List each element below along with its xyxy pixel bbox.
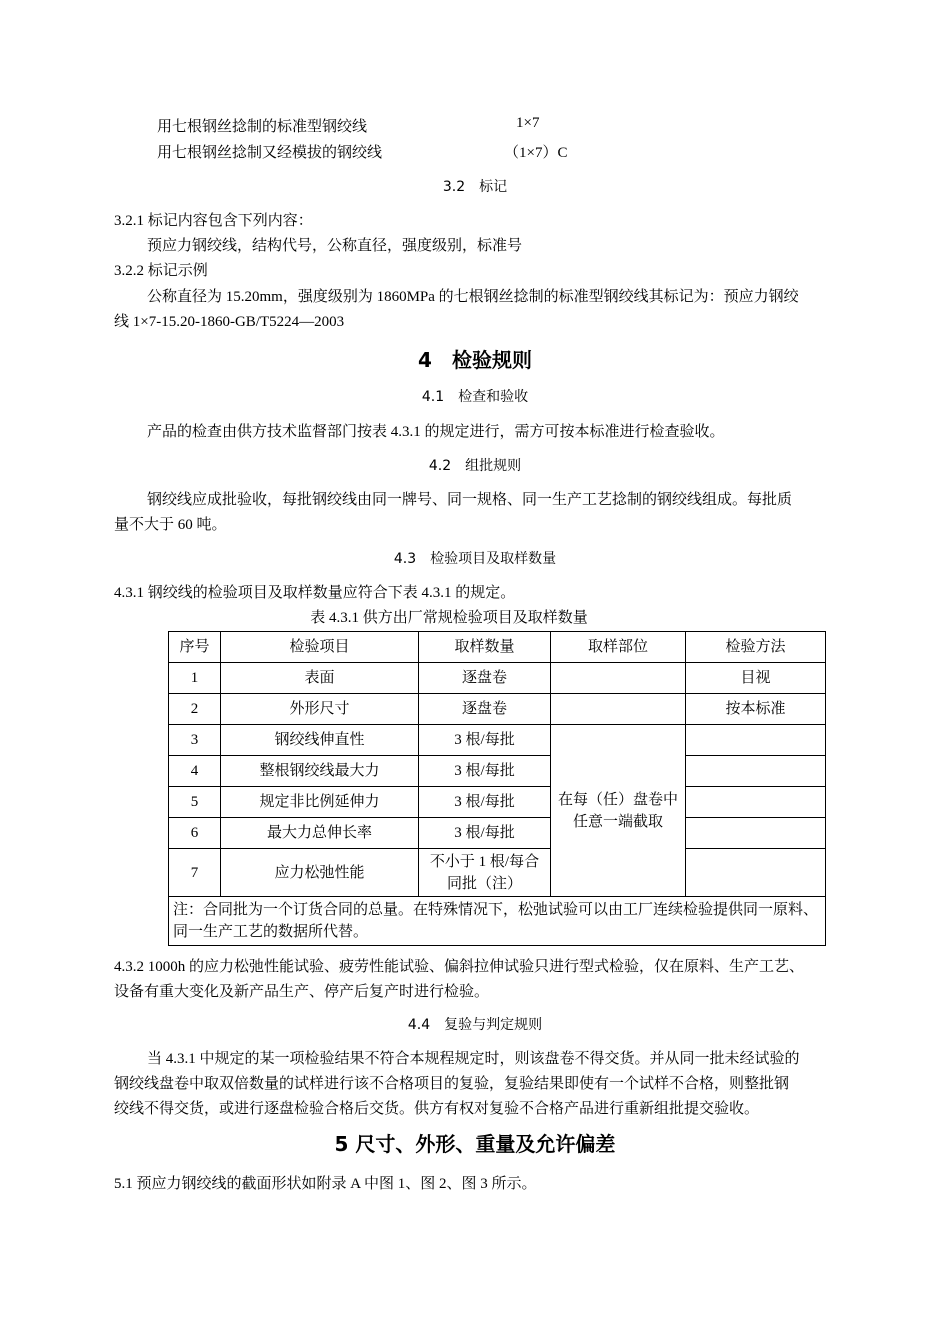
section-4-1-heading: 4.1 检查和验收 bbox=[421, 389, 529, 405]
section-4-2-body-1: 钢绞线应成批验收，每批钢绞线由同一牌号、同一规格、同一生产工艺捻制的钢绞线组成。每批质 bbox=[147, 492, 793, 508]
type-name-2: 用七根钢丝捻制又经模拔的钢绞线 bbox=[157, 145, 383, 161]
location-merged-text: 在每（任）盘卷中任意一端截取 bbox=[557, 791, 678, 830]
cell-quantity: 3 根/每批 bbox=[419, 787, 551, 818]
chapter-4-title: 4 检验规则 bbox=[418, 348, 532, 372]
table-note-row bbox=[169, 897, 826, 946]
chapter-5-title: 5 尺寸、外形、重量及允许偏差 bbox=[334, 1132, 616, 1156]
clause-3-2-1: 3.2.1 标记内容包含下列内容： bbox=[114, 213, 313, 229]
table-row bbox=[169, 818, 826, 849]
table-row bbox=[169, 663, 826, 694]
table-note: 注：合同批为一个订货合同的总量。在特殊情况下，松弛试验可以由工厂连续检验提供同一原料、同一生产工艺的数据所代替。 bbox=[169, 897, 826, 946]
clause-3-2-1-body: 预应力钢绞线，结构代号，公称直径，强度级别，标准号 bbox=[147, 238, 523, 254]
header-item: 检验项目 bbox=[221, 632, 419, 663]
cell-item: 整根钢绞线最大力 bbox=[221, 756, 419, 787]
type-code-2: （1×7）C bbox=[504, 145, 568, 161]
section-4-2-heading: 4.2 组批规则 bbox=[428, 458, 522, 474]
section-4-4-body-2: 钢绞线盘卷中取双倍数量的试样进行该不合格项目的复验，复验结果即使有一个试样不合格，则整批钢 bbox=[114, 1076, 790, 1092]
section-4-2-body-2: 量不大于 60 吨。 bbox=[114, 517, 227, 533]
clause-3-2-2-body-2: 线 1×7-15.20-1860-GB/T5224—2003 bbox=[114, 314, 345, 330]
clause-3-2-2-body-1: 公称直径为 15.20mm，强度级别为 1860MPa 的七根钢丝捻制的标准型钢绞线其标记为：预应力钢绞 bbox=[147, 289, 799, 305]
cell-quantity: 3 根/每批 bbox=[419, 818, 551, 849]
cell-method bbox=[686, 725, 826, 756]
cell-no: 1 bbox=[169, 663, 221, 694]
cell-method: 按本标准 bbox=[686, 694, 826, 725]
cell-item: 最大力总伸长率 bbox=[221, 818, 419, 849]
cell-item: 规定非比例延伸力 bbox=[221, 787, 419, 818]
header-quantity: 取样数量 bbox=[419, 632, 551, 663]
section-4-4-heading: 4.4 复验与判定规则 bbox=[407, 1017, 543, 1033]
table-row bbox=[169, 849, 826, 897]
cell-method bbox=[686, 756, 826, 787]
inspection-table bbox=[168, 631, 826, 946]
cell-method bbox=[686, 818, 826, 849]
cell-quantity: 逐盘卷 bbox=[419, 694, 551, 725]
header-no: 序号 bbox=[169, 632, 221, 663]
cell-item: 钢绞线伸直性 bbox=[221, 725, 419, 756]
table-header-row bbox=[169, 632, 826, 663]
section-4-4-body-1: 当 4.3.1 中规定的某一项检验结果不符合本规程规定时，则该盘卷不得交货。并从同一批未经试验的 bbox=[147, 1051, 800, 1067]
cell-no: 7 bbox=[169, 849, 221, 897]
cell-no: 4 bbox=[169, 756, 221, 787]
clause-4-3-2-line-1: 4.3.2 1000h 的应力松弛性能试验、疲劳性能试验、偏斜拉伸试验只进行型式检验，仅在原料、生产工艺、 bbox=[114, 959, 805, 975]
table-caption: 表 4.3.1 供方出厂常规检验项目及取样数量 bbox=[310, 610, 588, 626]
cell-quantity: 3 根/每批 bbox=[419, 756, 551, 787]
table-row bbox=[169, 756, 826, 787]
cell-quantity: 3 根/每批 bbox=[419, 725, 551, 756]
cell-no: 2 bbox=[169, 694, 221, 725]
cell-location bbox=[551, 663, 686, 694]
table-row bbox=[169, 725, 826, 756]
cell-quantity: 逐盘卷 bbox=[419, 663, 551, 694]
cell-item: 外形尺寸 bbox=[221, 694, 419, 725]
section-3-2-heading: 3.2 标记 bbox=[442, 179, 508, 195]
cell-no: 6 bbox=[169, 818, 221, 849]
cell-quantity-text: 不小于 1 根/每合同批（注） bbox=[429, 853, 540, 892]
cell-method: 目视 bbox=[686, 663, 826, 694]
clause-3-2-2: 3.2.2 标记示例 bbox=[114, 263, 208, 279]
cell-no: 3 bbox=[169, 725, 221, 756]
section-4-1-body: 产品的检查由供方技术监督部门按表 4.3.1 的规定进行，需方可按本标准进行检查验收。 bbox=[147, 424, 725, 440]
clause-4-3-2-line-2: 设备有重大变化及新产品生产、停产后复产时进行检验。 bbox=[114, 984, 490, 1000]
cell-no: 5 bbox=[169, 787, 221, 818]
cell-location-merged bbox=[551, 725, 686, 897]
cell-quantity bbox=[419, 849, 551, 897]
type-code-1: 1×7 bbox=[516, 115, 540, 131]
header-method: 检验方法 bbox=[686, 632, 826, 663]
clause-4-3-1: 4.3.1 钢绞线的检验项目及取样数量应符合下表 4.3.1 的规定。 bbox=[114, 585, 516, 601]
clause-5-1: 5.1 预应力钢绞线的截面形状如附录 A 中图 1、图 2、图 3 所示。 bbox=[114, 1176, 537, 1192]
section-4-4-body-3: 绞线不得交货，或进行逐盘检验合格后交货。供方有权对复验不合格产品进行重新组批提交验收。 bbox=[114, 1101, 760, 1117]
cell-method bbox=[686, 787, 826, 818]
cell-method bbox=[686, 849, 826, 897]
cell-item: 应力松弛性能 bbox=[221, 849, 419, 897]
header-location: 取样部位 bbox=[551, 632, 686, 663]
cell-location bbox=[551, 694, 686, 725]
table-row bbox=[169, 787, 826, 818]
type-name-1: 用七根钢丝捻制的标准型钢绞线 bbox=[157, 119, 368, 135]
cell-item: 表面 bbox=[221, 663, 419, 694]
section-4-3-heading: 4.3 检验项目及取样数量 bbox=[393, 551, 557, 567]
table-row bbox=[169, 694, 826, 725]
